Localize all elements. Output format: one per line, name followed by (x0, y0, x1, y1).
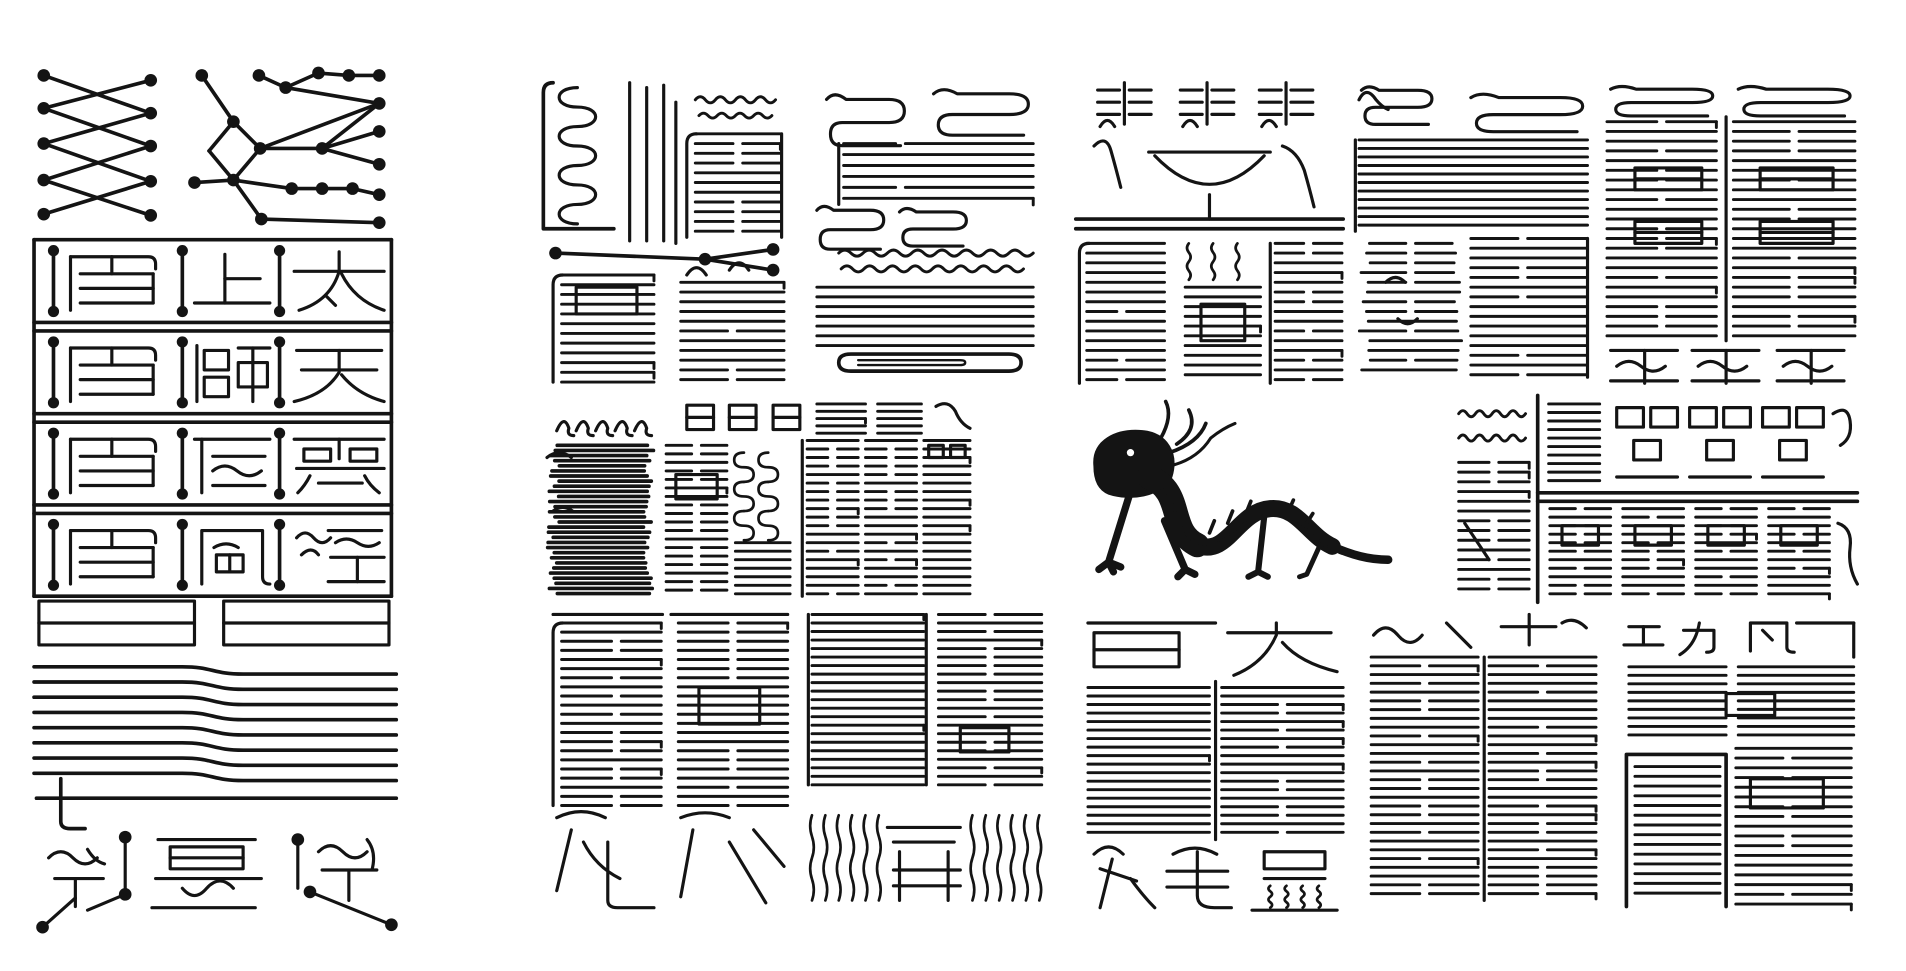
dot-network-glyph (188, 67, 385, 229)
seal-block-r1-c4 (1355, 87, 1587, 377)
framed-glyph-rows (34, 240, 391, 597)
double-box-glyph (39, 601, 389, 645)
base-glyphs (36, 831, 398, 934)
seal-block-r3-c5 (1624, 623, 1854, 910)
seal-block-r2-c1 (547, 404, 970, 597)
seal-block-r3-c3 (1088, 623, 1343, 910)
dragon-icon (1094, 402, 1388, 577)
seal-block-r1-c3 (1076, 83, 1343, 384)
seal-block-r1-c2 (817, 90, 1033, 371)
seal-block-r3-c2 (808, 614, 1041, 900)
left-talisman (34, 67, 398, 934)
seal-block-r1-c1 (543, 83, 784, 382)
seal-block-r2-c3 (1459, 395, 1858, 602)
seal-script-panel (543, 83, 1857, 910)
seal-block-r1-c5 (1607, 87, 1855, 384)
dot-lattice-glyph (37, 69, 157, 222)
seal-block-r3-c1 (553, 614, 788, 907)
stacked-line-glyph (34, 667, 396, 829)
seal-block-r3-c4 (1371, 614, 1596, 900)
